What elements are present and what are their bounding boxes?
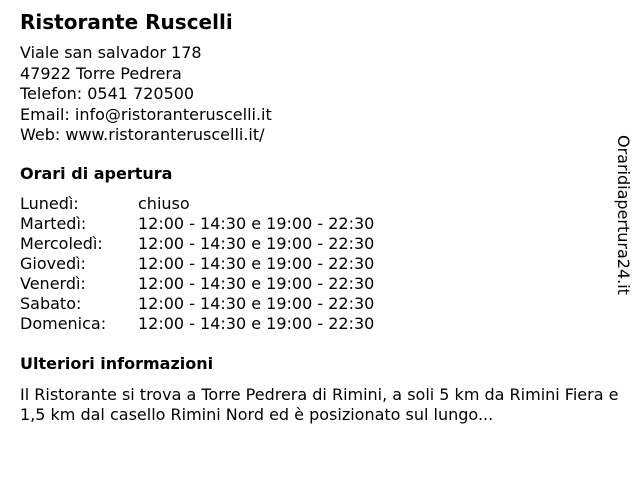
hours-row-wednesday <box>20 234 374 254</box>
time-value: 12:00 - 14:30 e 19:00 - 22:30 <box>138 294 375 313</box>
hours-row-friday <box>20 274 374 294</box>
phone-number: Telefon: 0541 720500 <box>20 84 195 103</box>
brand-vertical-text: Oraridiapertura24.it <box>614 135 633 295</box>
day-label: Domenica: <box>20 314 107 333</box>
time-value: 12:00 - 14:30 e 19:00 - 22:30 <box>138 274 375 293</box>
website-address: Web: www.ristoranteruscelli.it/ <box>20 125 265 144</box>
email-address: Email: info@ristoranteruscelli.it <box>20 104 272 124</box>
restaurant-name: Ristorante Ruscelli <box>20 10 233 34</box>
day-label: Giovedì: <box>20 254 86 273</box>
day-label: Lunedì: <box>20 194 79 213</box>
opening-hours-heading: Orari di apertura <box>20 164 173 183</box>
day-label: Sabato: <box>20 294 82 313</box>
day-label: Venerdì: <box>20 274 86 293</box>
day-label: Mercoledì: <box>20 234 103 253</box>
hours-row-saturday <box>20 294 374 314</box>
time-value: 12:00 - 14:30 e 19:00 - 22:30 <box>138 254 375 273</box>
hours-row-sunday <box>20 314 374 334</box>
contact-block <box>20 43 272 146</box>
time-value: chiuso <box>138 194 190 213</box>
hours-row-thursday <box>20 254 374 274</box>
more-info-heading: Ulteriori informazioni <box>20 354 214 373</box>
address-street: Viale san salvador 178 <box>20 43 202 62</box>
time-value: 12:00 - 14:30 e 19:00 - 22:30 <box>138 234 375 253</box>
brand-watermark <box>613 135 633 310</box>
hours-row-monday <box>20 194 374 214</box>
opening-hours-table <box>20 194 374 334</box>
address-city: 47922 Torre Pedrera <box>20 63 182 83</box>
day-label: Martedì: <box>20 214 87 233</box>
time-value: 12:00 - 14:30 e 19:00 - 22:30 <box>138 314 375 333</box>
time-value: 12:00 - 14:30 e 19:00 - 22:30 <box>138 214 375 233</box>
hours-row-tuesday <box>20 214 374 234</box>
more-info-description: Il Ristorante si trova a Torre Pedrera di Rimini, a soli 5 km da Rimini Fiera e 1,5 km dal casello Rimini Nord ed è posizionato sul lungo... <box>20 385 619 424</box>
